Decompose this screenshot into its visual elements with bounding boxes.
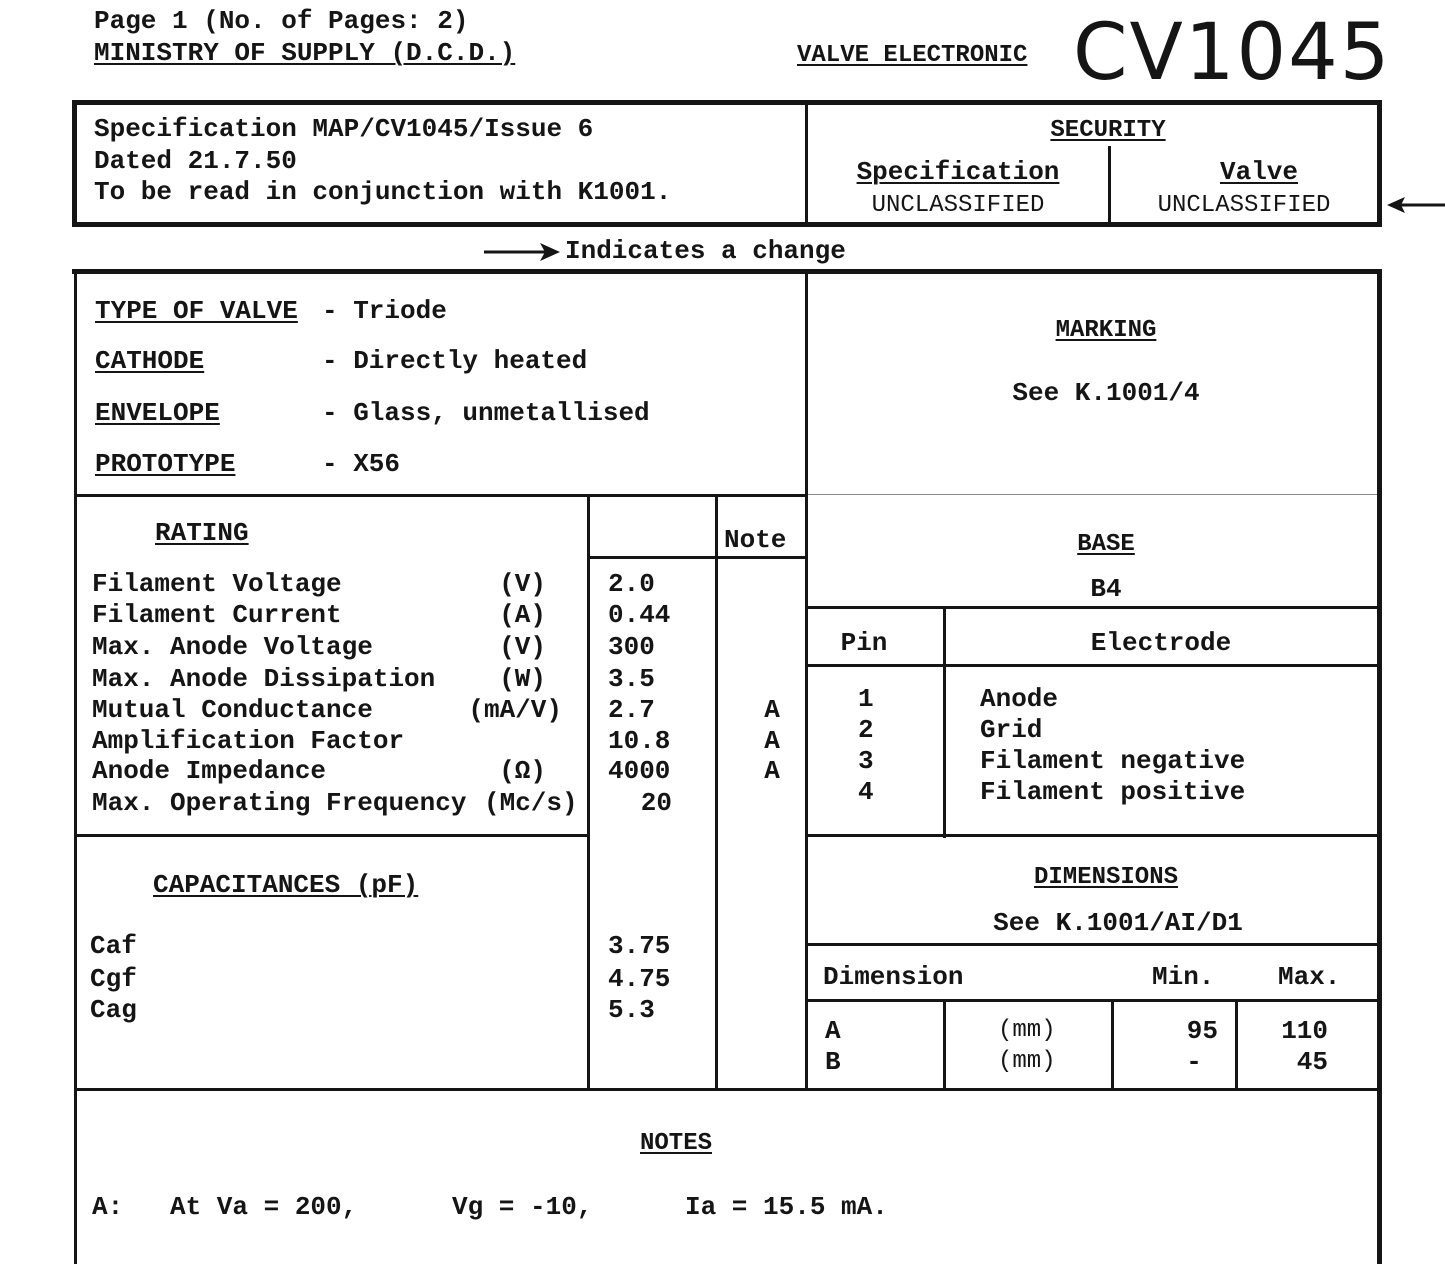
spec-date: Dated 21.7.50 (94, 146, 297, 176)
dimension-name: B (825, 1047, 841, 1077)
pin-electrode: Grid (980, 715, 1043, 745)
valve-designation: CV1045 (1073, 8, 1392, 98)
base-title: BASE (1077, 531, 1135, 558)
rating-value: 4000 (608, 756, 671, 786)
dimensions-reference: See K.1001/AI/D1 (993, 908, 1243, 938)
rating-unit: (V) (499, 632, 546, 662)
dimension-max: 110 (1281, 1016, 1328, 1046)
rating-name: Amplification Factor (92, 726, 405, 756)
pin-number: 4 (858, 777, 874, 807)
envelope-label: ENVELOPE (95, 398, 220, 428)
rating-note: A (764, 726, 780, 756)
rating-unit: (Ω) (499, 756, 546, 786)
rating-note: A (764, 756, 780, 786)
type-of-valve-label: TYPE OF VALVE (95, 296, 298, 326)
rating-value: 0.44 (608, 600, 671, 630)
cathode-label: CATHODE (95, 346, 205, 376)
note-a-vg: Vg = -10, (452, 1192, 593, 1222)
page-number: Page 1 (No. of Pages: 2) (94, 6, 469, 36)
rating-note: A (764, 695, 780, 725)
security-title: SECURITY (1050, 117, 1166, 144)
note-a-label: A: (92, 1192, 124, 1222)
rating-name: Anode Impedance (92, 756, 327, 786)
dimension-name: A (825, 1016, 841, 1046)
rating-value: 3.5 (608, 664, 655, 694)
cathode-value: - Directly heated (322, 346, 588, 376)
rating-unit: (A) (499, 600, 546, 630)
security-valve-label: Valve (1219, 157, 1298, 187)
notes-title: NOTES (639, 1130, 712, 1157)
marking-value: See K.1001/4 (1012, 378, 1200, 408)
capacitance-value: 4.75 (608, 964, 671, 994)
capacitances-title: CAPACITANCES (pF) (153, 870, 419, 900)
rating-name: Mutual Conductance (92, 695, 373, 725)
rating-unit: (mA/V) (468, 695, 562, 725)
pin-electrode: Anode (980, 684, 1059, 714)
envelope-value: - Glass, unmetallised (322, 398, 650, 428)
security-valve-value: UNCLASSIFIED (1157, 192, 1331, 219)
base-value: B4 (1090, 574, 1122, 604)
rating-title: RATING (155, 518, 249, 548)
security-spec-label: Specification (856, 157, 1060, 187)
rating-unit: (W) (499, 664, 546, 694)
rating-value: 20 (640, 788, 672, 818)
rating-value: 2.7 (608, 695, 655, 725)
dimensions-title: DIMENSIONS (1033, 864, 1179, 891)
prototype-value: - X56 (322, 449, 401, 479)
rating-value: 300 (608, 632, 655, 662)
dimension-max: 45 (1296, 1047, 1328, 1077)
capacitance-name: Cag (90, 995, 137, 1025)
electrode-header: Electrode (1090, 628, 1232, 658)
dimension-unit: (mm) (998, 1017, 1056, 1044)
pin-electrode: Filament positive (980, 777, 1246, 807)
min-header: Min. (1152, 962, 1215, 992)
rating-value: 10.8 (608, 726, 671, 756)
spec-number: Specification MAP/CV1045/Issue 6 (94, 114, 594, 144)
note-header: Note (724, 525, 787, 555)
ministry-title: MINISTRY OF SUPPLY (D.C.D.) (94, 38, 516, 68)
change-arrow-icon (1385, 193, 1445, 217)
capacitance-name: Caf (90, 931, 137, 961)
dimension-header: Dimension (823, 962, 964, 992)
dimension-unit: (mm) (998, 1048, 1056, 1075)
rating-name: Filament Current (92, 600, 342, 630)
change-indicator-icon (484, 240, 562, 264)
dimension-min: 95 (1186, 1016, 1218, 1046)
valve-electronic-label: VALVE ELECTRONIC (797, 42, 1028, 69)
rating-unit: (Mc/s) (484, 788, 578, 818)
capacitance-value: 5.3 (608, 995, 655, 1025)
dimension-min: - (1186, 1047, 1202, 1077)
pin-number: 3 (858, 746, 874, 776)
rating-name: Max. Anode Dissipation (92, 664, 436, 694)
type-of-valve-value: - Triode (322, 296, 447, 326)
prototype-label: PROTOTYPE (95, 449, 236, 479)
rating-value: 2.0 (608, 569, 655, 599)
rating-unit: (V) (499, 569, 546, 599)
note-a-ia: Ia = 15.5 mA. (685, 1192, 888, 1222)
pin-number: 1 (858, 684, 874, 714)
change-legend: Indicates a change (565, 236, 846, 266)
pin-header: Pin (840, 628, 888, 658)
pin-electrode: Filament negative (980, 746, 1246, 776)
pin-number: 2 (858, 715, 874, 745)
capacitance-value: 3.75 (608, 931, 671, 961)
rating-name: Filament Voltage (92, 569, 342, 599)
security-spec-value: UNCLASSIFIED (871, 192, 1045, 219)
max-header: Max. (1278, 962, 1341, 992)
capacitance-name: Cgf (90, 964, 137, 994)
rating-name: Max. Anode Voltage (92, 632, 373, 662)
marking-title: MARKING (1055, 317, 1157, 344)
spec-reference: To be read in conjunction with K1001. (94, 177, 672, 207)
note-a-va: At Va = 200, (170, 1192, 358, 1222)
rating-name: Max. Operating Frequency (92, 788, 467, 818)
